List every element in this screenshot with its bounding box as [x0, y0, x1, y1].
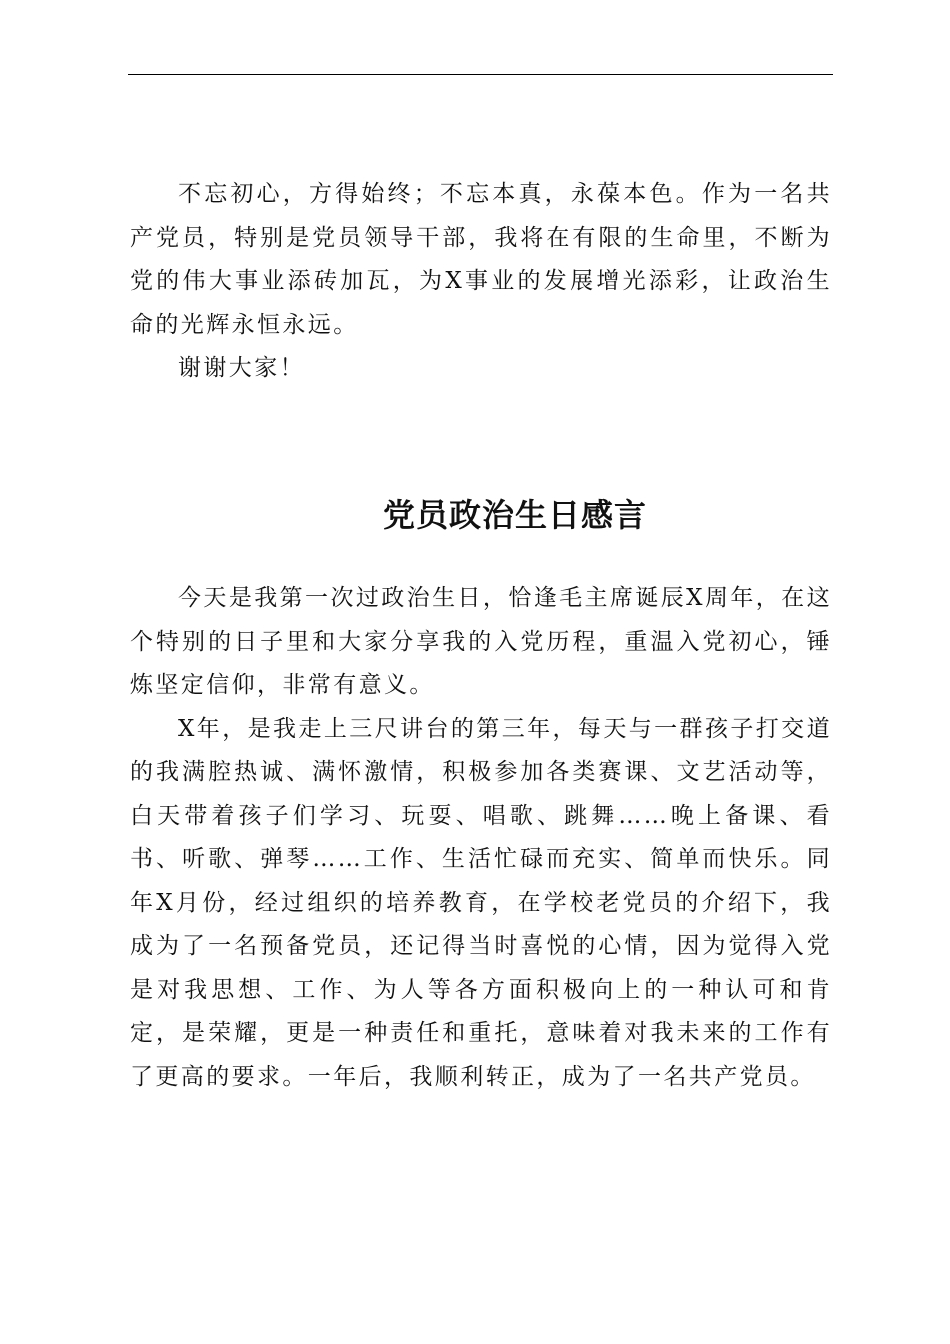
article-paragraph-1: 今天是我第一次过政治生日，恰逢毛主席诞辰X周年，在这个特别的日子里和大家分享我的入党历程，重温入党初心，锤炼坚定信仰，非常有意义。 [130, 585, 832, 698]
closing-paragraph: 不忘初心，方得始终；不忘本真，永葆本色。作为一名共产党员，特别是党员领导干部，我将在有限的生命里，不断为党的伟大事业添砖加瓦，为X事业的发展增光添彩，让政治生命的光辉永恒永远。 [130, 181, 832, 338]
thanks-paragraph: 谢谢大家！ [178, 355, 305, 381]
header-rule [128, 74, 833, 75]
article-body [130, 577, 832, 1099]
article-paragraph-2: X年，是我走上三尺讲台的第三年，每天与一群孩子打交道的我满腔热诚、满怀激情，积极参加各类赛课、文艺活动等，白天带着孩子们学习、玩耍、唱歌、跳舞……晚上备课、看书、听歌、弹琴……工作、生活忙碌而充实、简单而快乐。同年X月份，经过组织的培养教育，在学校老党员的介绍下，我成为了一名预备党员，还记得当时喜悦的心情，因为觉得入党是对我思想、工作、为人等各方面积极向上的一种认可和肯定，是荣耀，更是一种责任和重托，意味着对我未来的工作有了更高的要求。一年后，我顺利转正，成为了一名共产党员。 [130, 715, 832, 1090]
closing-section [130, 173, 832, 391]
article-title: 党员政治生日感言 [382, 496, 647, 534]
